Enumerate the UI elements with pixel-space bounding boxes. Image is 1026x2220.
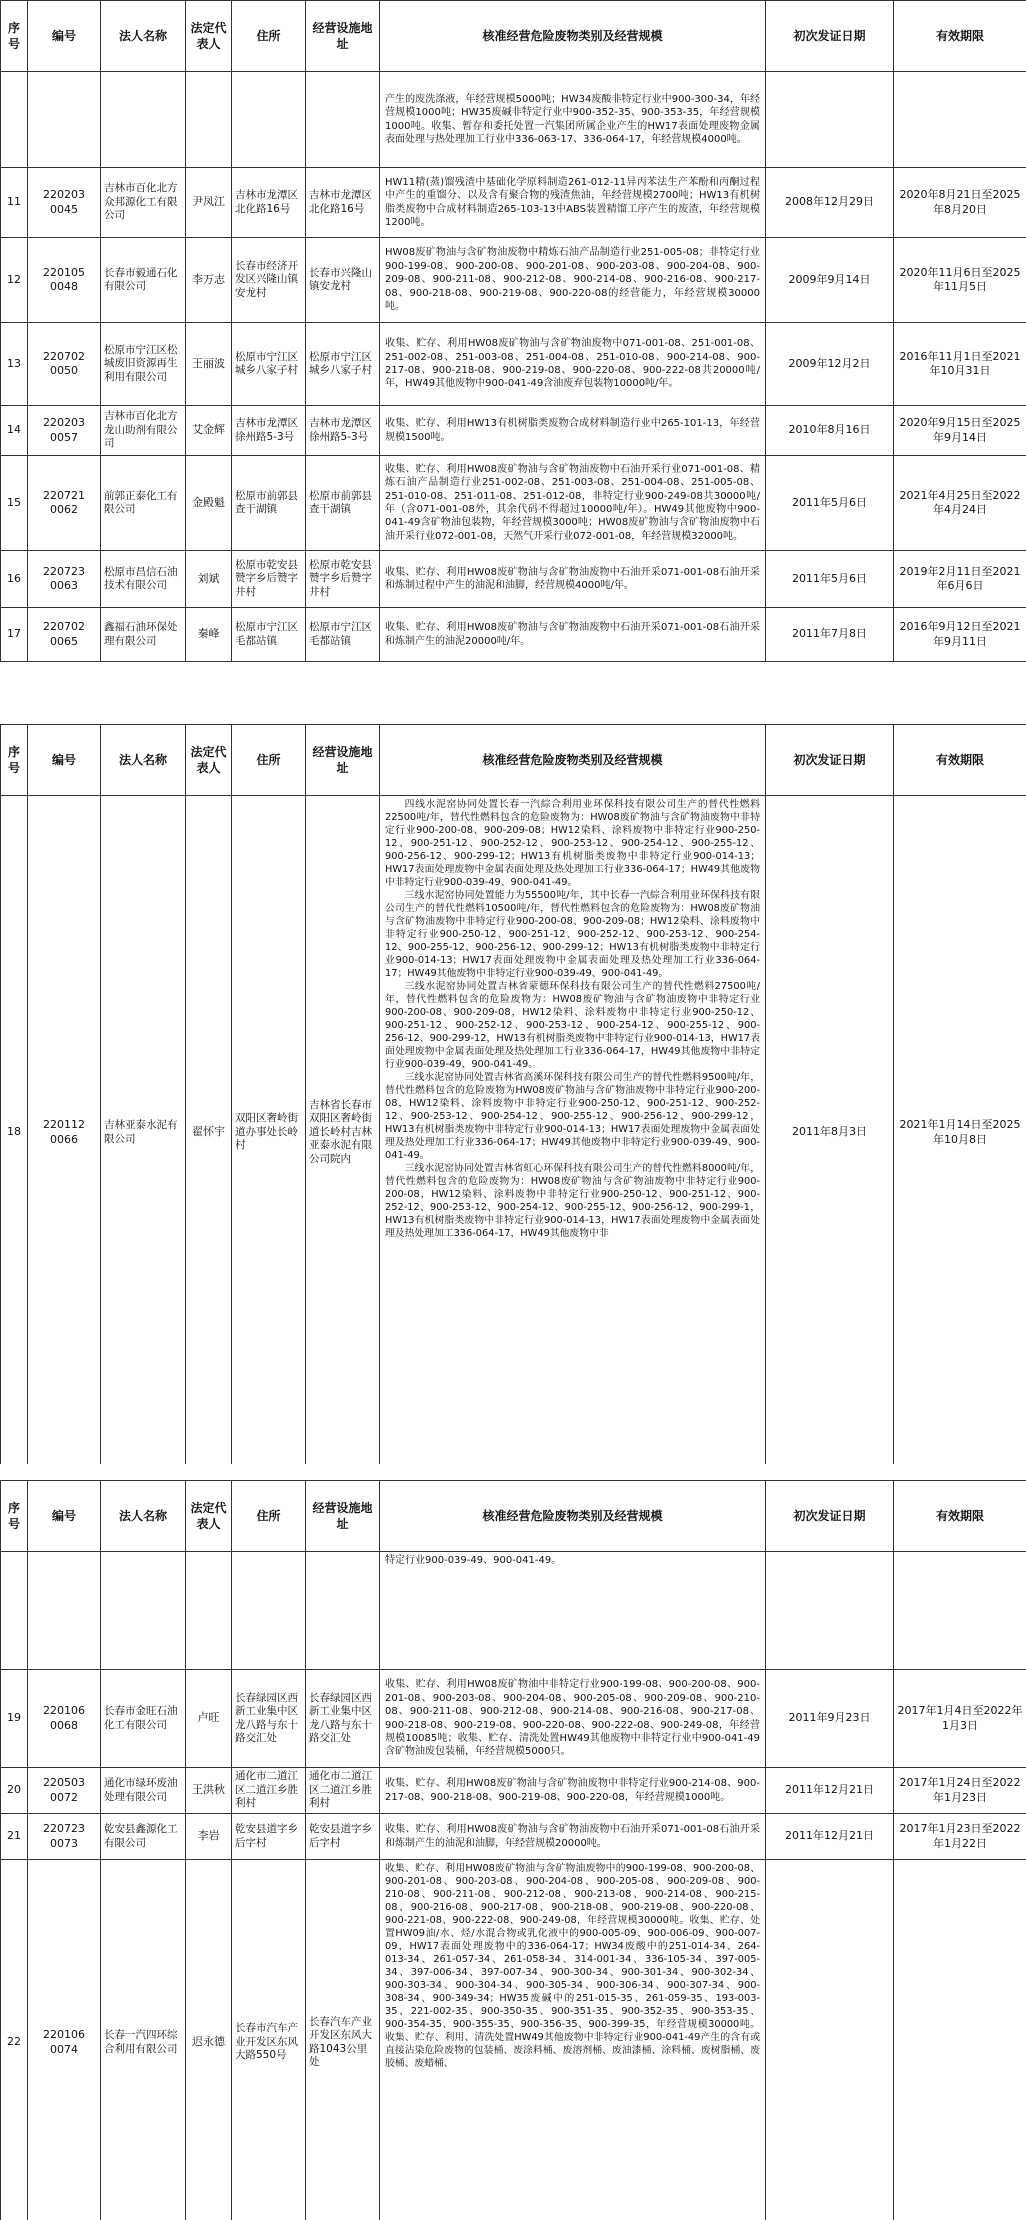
scope-paragraph: 三线水泥窑协同处置吉林省高溪环保科技有限公司生产的替代性燃料9500吨/年，替代性燃料包含的危险废物为HW08废矿物油与含矿物油废物中非特定行业900-200-08，HW12染料、涂料废物中非特定行业900-250-12、900-251-12、900-252-12、900-253-12、900-254-12、900-255-12、900-256-12、900-299-12，HW13有机树脂类废物中非特定行业900-014-13；HW17表面处理废物中金属表面处理及热处理加工行业336-064-17；HW49其他废物中非特定行业900-039-49、900-041-49。 (385, 1072, 760, 1161)
header-site: 经营设施地址 (306, 1481, 380, 1552)
header-valid: 有效期限 (894, 725, 1026, 796)
row-rep: 李万志 (186, 238, 232, 323)
header-rep: 法定代表人 (186, 725, 232, 796)
table-row (1, 1814, 1026, 1860)
scope-cell: 收集、贮存、利用HW08废矿物油与含矿物油废物中石油开采行业071-001-08、精炼石油产品制造行业251-002-08、251-003-08、251-004-08、251-005-08、251-010-08、251-011-08、251-012-08，非特定行业900-249-08共30000吨/年（含071-001-08外，其余代码不得超过10000吨/年）。HW49其他废物中900-041-49含矿物油包装物，年经营规模3000吨；HW08废矿物油与含矿物油废物中石油开采行业072-001-08，天然气开采行业072-001-08，年经营规模32000吨。 (380, 456, 766, 551)
table-row (1, 406, 1026, 456)
scope-paragraph: 三线水泥窑协同处置吉林省蒙德环保科技有限公司生产的替代性燃料27500吨/年，替代性燃料包含的危险废物为：HW08废矿物油与含矿物油废物中非特定行业900-200-08、900-209-08，HW12染料、涂料废物中非特定行业900-250-12、900-251-12、900-252-12、900-253-12、900-254-12、900-255-12、900-256-12、900-299-12，HW13有机树脂类废物中非特定行业900-014-13，HW17表面处理废物中金属表面处理及热处理加工行业336-064-17，HW49其他废物中非特定行业900-039-49、900-041-49。 (385, 981, 760, 1070)
row-valid: 2017年1月4日至2022年1月3日 (894, 1670, 1026, 1768)
row-code: 220723 0073 (28, 1814, 101, 1860)
header-addr: 住所 (232, 725, 306, 796)
scope-cell: 收集、贮存、利用HW08废矿物油与含矿物油废物中石油开采071-001-08石油开采和炼制产生的油泥20000吨/年。 (380, 608, 766, 662)
scope-cell: HW11精(蒸)馏残渣中基础化学原料制造261-012-11异丙苯法生产苯酚和丙酮过程中产生的重馏分、以及含有聚合物的残渣焦油，年经营规模2700吨；HW13有机树脂类废物中合成材料制造265-103-13中ABS装置精馏工序产生的废渣，年经营规模1200吨。 (380, 168, 766, 238)
row-rep: 李岩 (186, 1814, 232, 1860)
row-site: 长春绿园区西新工业集中区龙八路与东十路交汇处 (306, 1670, 380, 1768)
row-addr: 长春市经济开发区兴隆山镇安龙村 (232, 238, 306, 323)
row-addr: 松原市宁江区毛都站镇 (232, 608, 306, 662)
row-code: 220702 0065 (28, 608, 101, 662)
row-site: 乾安县道字乡后字村 (306, 1814, 380, 1860)
header-no: 序号 (1, 725, 28, 796)
row-date: 2011年9月23日 (766, 1670, 894, 1768)
page-1 (0, 0, 1026, 708)
page-3 (0, 1480, 1026, 2220)
header-valid: 有效期限 (894, 1, 1026, 72)
table-row-continuation (1, 72, 1026, 168)
row-no: 12 (1, 238, 28, 323)
row-addr: 乾安县道字乡后字村 (232, 1814, 306, 1860)
header-code: 编号 (28, 725, 101, 796)
row-code: 220106 0074 (28, 1860, 101, 2220)
row-addr: 长春市汽车产业开发区东风大路550号 (232, 1860, 306, 2220)
header-rep: 法定代表人 (186, 1481, 232, 1552)
row-code: 220203 0057 (28, 406, 101, 456)
row-name: 前郭正泰化工有限公司 (101, 456, 186, 551)
table-row (1, 456, 1026, 551)
row-valid: 2019年2月11日至2021年6月6日 (894, 551, 1026, 608)
table-row-continuation (1, 1552, 1026, 1670)
header-row (1, 1481, 1026, 1552)
scope-cell: 收集、贮存、利用HW13有机树脂类废物合成材料制造行业中265-101-13，年经营规模1500吨。 (380, 406, 766, 456)
row-addr: 吉林市龙潭区北化路16号 (232, 168, 306, 238)
row-name: 长春市金旺石油化工有限公司 (101, 1670, 186, 1768)
row-addr: 松原市乾安县赞字乡后赞字井村 (232, 551, 306, 608)
row-addr: 松原市前郭县查干湖镇 (232, 456, 306, 551)
header-code: 编号 (28, 1, 101, 72)
row-code: 220503 0072 (28, 1768, 101, 1814)
header-scope: 核准经营危险废物类别及经营规模 (380, 1481, 766, 1552)
row-date: 2011年8月3日 (766, 796, 894, 1465)
row-no: 18 (1, 796, 28, 1465)
row-site: 松原市宁江区城乡八家子村 (306, 323, 380, 406)
scope-cell: HW08废矿物油与含矿物油废物中精炼石油产品制造行业251-005-08；非特定行业900-199-08、900-200-08、900-201-08、900-203-08、900-204-08、900-209-08、900-211-08、900-212-08、900-214-08、900-216-08、900-217-08、900-218-08、900-219-08、900-220-08的经营能力，年经营规模30000吨。 (380, 238, 766, 323)
table-row (1, 323, 1026, 406)
row-site: 长春市兴隆山镇安龙村 (306, 238, 380, 323)
header-code: 编号 (28, 1481, 101, 1552)
row-no: 14 (1, 406, 28, 456)
scope-cell: 特定行业900-039-49、900-041-49。 (380, 1552, 766, 1670)
header-name: 法人名称 (101, 725, 186, 796)
scope-paragraph: 三线水泥窑协同处置能力为55500吨/年，其中长春一汽綜合利用业环保科技有限公司生产的替代性燃料10500吨/年，替代性燃料包含的危险废物为：HW08废矿物油与含矿物油废物中非特定行业900-200-08、900-209-08；HW12染料、涂料废物中非特定行业900-250-12、900-251-12、900-252-12、900-253-12、900-254-12、900-255-12、900-256-12、900-299-12；HW13有机树脂类废物中非特定行业900-014-13；HW17表面处理废物中金属表面处理及热处理加工行业336-064-17；HW49其他废物中非特定行业900-039-49、900-041-49。 (385, 890, 760, 979)
row-date: 2008年12月29日 (766, 168, 894, 238)
header-rep: 法定代表人 (186, 1, 232, 72)
row-date: 2009年12月2日 (766, 323, 894, 406)
row-name: 吉林市百化北方众邦源化工有限公司 (101, 168, 186, 238)
row-code: 220105 0048 (28, 238, 101, 323)
row-rep: 秦峰 (186, 608, 232, 662)
row-name: 长春一汽四环综合利用有限公司 (101, 1860, 186, 2220)
row-valid: 2020年11月6日至2025年11月5日 (894, 238, 1026, 323)
scope-cell: 收集、贮存、利用HW08废矿物油与含矿物油废物中非特定行业900-214-08、900-217-08、900-218-08、900-219-08、900-220-08，年经营规模1000吨。 (380, 1768, 766, 1814)
license-table-page-1 (0, 0, 1026, 662)
row-no: 17 (1, 608, 28, 662)
row-code: 220702 0050 (28, 323, 101, 406)
row-no: 19 (1, 1670, 28, 1768)
table-row (1, 1860, 1026, 2220)
row-site: 松原市乾安县赞字乡后赞字井村 (306, 551, 380, 608)
scope-cell: 收集、贮存、利用HW08废矿物油与含矿物油废物中071-001-08、251-001-08、251-002-08、251-003-08、251-004-08、251-010-08、900-214-08、900-217-08、900-218-08、900-219-08、900-220-08、900-222-08共20000吨/年，HW49其他废物中900-041-49含油废弃包装物10000吨/年。 (380, 323, 766, 406)
row-site: 吉林市龙潭区徐州路5-3号 (306, 406, 380, 456)
row-name: 松原市昌信石油技术有限公司 (101, 551, 186, 608)
table-row (1, 1768, 1026, 1814)
scope-cell (380, 796, 766, 1465)
header-date: 初次发证日期 (766, 725, 894, 796)
header-row (1, 1, 1026, 72)
row-date: 2011年12月21日 (766, 1814, 894, 1860)
row-name: 长春市毅通石化有限公司 (101, 238, 186, 323)
row-no: 20 (1, 1768, 28, 1814)
row-date: 2011年5月6日 (766, 456, 894, 551)
row-addr: 吉林市龙潭区徐州路5-3号 (232, 406, 306, 456)
row-valid: 2021年4月25日至2022年4月24日 (894, 456, 1026, 551)
header-addr: 住所 (232, 1, 306, 72)
row-rep: 艾金辉 (186, 406, 232, 456)
header-name: 法人名称 (101, 1, 186, 72)
row-rep: 王丽波 (186, 323, 232, 406)
header-no: 序号 (1, 1, 28, 72)
row-name: 乾安县鑫源化工有限公司 (101, 1814, 186, 1860)
scope-cell: 收集、贮存、利用HW08废矿物油与含矿物油废物中石油开采071-001-08石油开采和炼制过程中产生的油泥和油脚，经营规模4000吨/年。 (380, 551, 766, 608)
row-date: 2011年12月21日 (766, 1768, 894, 1814)
row-name: 吉林市百化北方龙山助剂有限公司 (101, 406, 186, 456)
header-no: 序号 (1, 1481, 28, 1552)
table-row (1, 1670, 1026, 1768)
scope-cell: 收集、贮存、利用HW08废矿物油与含矿物油废物中的900-199-08、900-200-08、900-201-08、900-203-08、900-204-08、900-205-08、900-209-08、900-210-08、900-211-08、900-212-08、900-213-08、900-214-08、900-215-08、900-216-08、900-217-08、900-218-08、900-219-08、900-220-08、900-221-08、900-222-08、900-249-08，年经营规模30000吨。收集、贮存、处置HW09油/水、烃/水混合物或乳化液中的900-005-09、900-006-09、900-007-09，HW17表面处理废物中的336-064-17；HW34废酸中的251-014-34、264-013-34、261-057-34、261-058-34、314-001-34、336-105-34、397-005-34、397-006-34、397-007-34、900-300-34、900-301-34、900-302-34、900-303-34、900-304-34、900-305-34、900-306-34、900-307-34、900-308-34、900-349-34；HW35废碱中的251-015-35、261-059-35、193-003-35、221-002-35、900-350-35、900-351-35、900-352-35、900-353-35、900-354-35、900-355-35、900-356-35、900-399-35，年经营规模30000吨。收集、贮存、利用、清洗处置HW49其他废物中非特定行业900-041-49产生的含有或直接沾染危险废物的包装桶、废涂料桶、废溶剂桶、废油漆桶、涂料桶、废树脂桶、废胶桶、废蜡桶、 (380, 1860, 766, 2220)
row-no: 22 (1, 1860, 28, 2220)
row-rep: 卢旺 (186, 1670, 232, 1768)
header-date: 初次发证日期 (766, 1, 894, 72)
row-date (766, 1860, 894, 2220)
row-site: 松原市前郭县查干湖镇 (306, 456, 380, 551)
row-date: 2011年7月8日 (766, 608, 894, 662)
row-rep: 迟永德 (186, 1860, 232, 2220)
row-addr: 长春绿园区西新工业集中区龙八路与东十路交汇处 (232, 1670, 306, 1768)
header-row (1, 725, 1026, 796)
header-site: 经营设施地址 (306, 725, 380, 796)
license-table-page-3 (0, 1480, 1026, 2220)
row-code: 220723 0063 (28, 551, 101, 608)
scope-cell: 收集、贮存、利用HW08废矿物油与含矿物油废物中石油开采071-001-08石油开采和炼制产生的油泥和油脚，年经营规模20000吨。 (380, 1814, 766, 1860)
row-valid: 2016年11月1日至2021年10月31日 (894, 323, 1026, 406)
row-rep: 翟怀宇 (186, 796, 232, 1465)
row-no: 11 (1, 168, 28, 238)
license-table-page-2 (0, 724, 1026, 1464)
row-no: 15 (1, 456, 28, 551)
page-gap (0, 1464, 1026, 1480)
page-gap (0, 708, 1026, 724)
row-addr: 通化市二道江区二道江乡胜利村 (232, 1768, 306, 1814)
row-valid: 2017年1月23日至2022年1月22日 (894, 1814, 1026, 1860)
row-addr: 松原市宁江区城乡八家子村 (232, 323, 306, 406)
row-name: 松原市宁江区松城废旧资源再生利用有限公司 (101, 323, 186, 406)
row-valid (894, 1860, 1026, 2220)
row-valid: 2020年8月21日至2025年8月20日 (894, 168, 1026, 238)
row-valid: 2017年1月24日至2022年1月23日 (894, 1768, 1026, 1814)
row-name: 吉林亚泰水泥有限公司 (101, 796, 186, 1465)
row-site: 吉林省长春市双阳区奢岭街道长岭村吉林亚泰水泥有限公司院内 (306, 796, 380, 1465)
row-rep: 王洪秋 (186, 1768, 232, 1814)
header-name: 法人名称 (101, 1481, 186, 1552)
row-date: 2010年8月16日 (766, 406, 894, 456)
row-valid: 2021年1月14日至2025年10月8日 (894, 796, 1026, 1465)
header-scope: 核准经营危险废物类别及经营规模 (380, 725, 766, 796)
scope-cell: 收集、贮存、利用HW08废矿物油中非特定行业900-199-08、900-200-08、900-201-08、900-203-08、900-204-08、900-205-08、900-209-08、900-210-08、900-211-08、900-212-08、900-214-08、900-216-08、900-217-08、900-218-08、900-219-08、900-220-08、900-222-08、900-249-08，年经营规模10085吨；收集、贮存、清洗处置HW49其他废物中非特定行业中900-041-49含矿物油废包装桶，年经营规模5000只。 (380, 1670, 766, 1768)
table-row (1, 608, 1026, 662)
row-addr: 双阳区奢岭街道办事处长岭村 (232, 796, 306, 1465)
row-code: 220721 0062 (28, 456, 101, 551)
scope-paragraph: 四线水泥窑协同处置长春一汽綜合利用业环保科技有限公司生产的替代性燃料22500吨/年，替代性燃料包含的危险废物为：HW08废矿物油与含矿物油废物中非特定行业900-200-08、900-209-08；HW12染料、涂料废物中非特定行业900-250-12、900-251-12、900-252-12、900-253-12、900-254-12、900-255-12、900-256-12、900-299-12；HW13有机树脂类废物中非特定行业900-014-13；HW17表面处理废物中金属表面处理及热处理加工行业336-064-17；HW49其他废物中非特定行业900-039-49、900-041-49。 (385, 799, 760, 888)
table-row (1, 551, 1026, 608)
row-no: 13 (1, 323, 28, 406)
scope-cell: 产生的废洗涤液，年经营规模5000吨；HW34废酸非特定行业中900-300-34，年经营规模1000吨；HW35废碱非特定行业中900-352-35、900-353-35，年经营规模1000吨。收集、暂存和委托处置一汽集团所属企业产生的HW17表面处理废物金属表面处理与热处理加工行业中336-063-17、336-064-17，年经营规模4000吨。 (380, 72, 766, 168)
row-site: 长春汽车产业开发区东风大路1043公里处 (306, 1860, 380, 2220)
page-2 (0, 724, 1026, 1464)
table-row (1, 238, 1026, 323)
row-rep: 尹凤江 (186, 168, 232, 238)
scope-paragraph: 三线水泥窑协同处置吉林省虹心环保科技有限公司生产的替代性燃料8000吨/年，替代性燃料包含的危险废物为：HW08废矿物油与含矿物油废物中非特定行业900-200-08，HW12染料、涂料废物中非特定行业900-250-12、900-251-12、900-252-12、900-253-12、900-254-12、900-255-12、900-256-12、900-299-1，HW13有机树脂类废物中非特定行业900-014-13，HW17表面处理废物中金属表面处理及热处理加工336-064-17，HW49其他废物中非 (385, 1163, 760, 1239)
row-valid: 2016年9月12日至2021年9月11日 (894, 608, 1026, 662)
row-rep: 刘斌 (186, 551, 232, 608)
header-date: 初次发证日期 (766, 1481, 894, 1552)
row-code: 220203 0045 (28, 168, 101, 238)
row-code: 220112 0066 (28, 796, 101, 1465)
table-row (1, 796, 1026, 1465)
table-row (1, 168, 1026, 238)
row-site: 松原市宁江区毛都站镇 (306, 608, 380, 662)
header-addr: 住所 (232, 1481, 306, 1552)
row-date: 2009年9月14日 (766, 238, 894, 323)
row-code: 220106 0068 (28, 1670, 101, 1768)
header-valid: 有效期限 (894, 1481, 1026, 1552)
row-valid: 2020年9月15日至2025年9月14日 (894, 406, 1026, 456)
row-site: 通化市二道江区二道江乡胜利村 (306, 1768, 380, 1814)
header-site: 经营设施地址 (306, 1, 380, 72)
row-name: 通化市绿环废油处理有限公司 (101, 1768, 186, 1814)
row-no: 16 (1, 551, 28, 608)
header-scope: 核准经营危险废物类别及经营规模 (380, 1, 766, 72)
row-name: 鑫福石油环保处理有限公司 (101, 608, 186, 662)
row-no: 21 (1, 1814, 28, 1860)
row-rep: 金殿魁 (186, 456, 232, 551)
row-date: 2011年5月6日 (766, 551, 894, 608)
row-site: 吉林市龙潭区北化路16号 (306, 168, 380, 238)
